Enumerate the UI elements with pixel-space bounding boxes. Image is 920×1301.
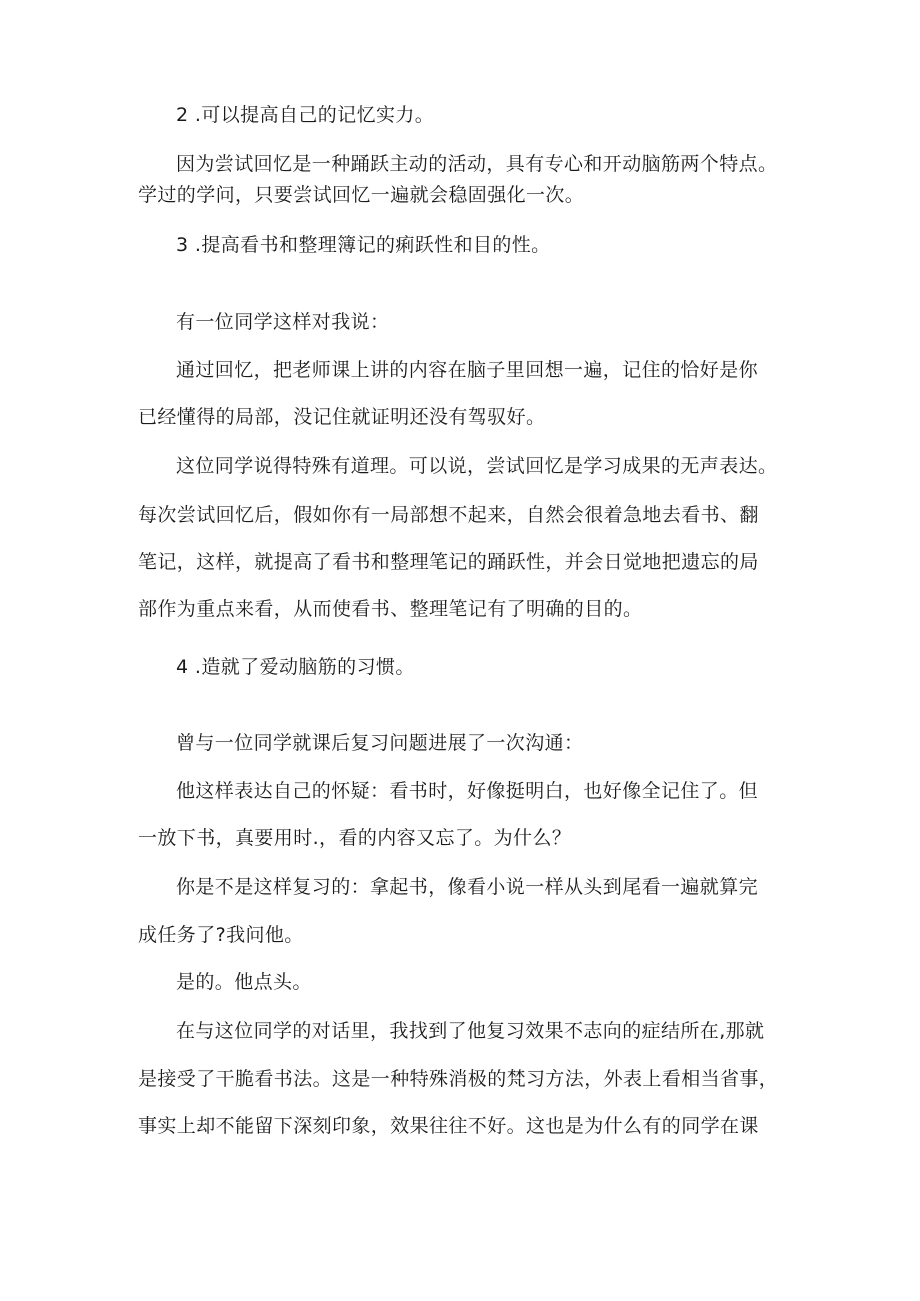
heading-4: 4 .造就了爱动脑筋的习惯。	[176, 656, 415, 678]
paragraph-line: 曾与一位同学就课后复习问题进展了一次沟通：	[176, 732, 584, 754]
paragraph-line: 成任务了?我问他。	[138, 924, 304, 946]
heading-2: 2 .可以提高自己的记忆实力。	[176, 104, 435, 126]
paragraph-line: 笔记，这样，就提高了看书和整理笔记的踊跃性，并会日觉地把遗忘的局	[138, 551, 759, 573]
paragraph-line: 是的。他点头。	[176, 971, 312, 993]
paragraph-line: 部作为重点来看，从而使看书、整理笔记有了明确的目的。	[138, 598, 643, 620]
paragraph-line: 事实上却不能留下深刻印象，效果往往不好。这也是为什么有的同学在课	[138, 1115, 759, 1137]
paragraph-line: 已经懂得的局部，没记住就证明还没有驾驭好。	[138, 406, 546, 428]
paragraph-line: 一放下书，真要用时.，看的内容又忘了。为什么？	[138, 827, 572, 849]
paragraph-line: 因为尝试回忆是一种踊跃主动的活动，具有专心和开动脑筋两个特点。	[176, 153, 778, 175]
paragraph-line: 学过的学问，只要尝试回忆一遍就会稳固强化一次。	[138, 184, 585, 206]
paragraph-line: 每次尝试回忆后，假如你有一局部想不起来，自然会很着急地去看书、翻	[138, 504, 759, 526]
paragraph-line: 这位同学说得特殊有道理。可以说，尝试回忆是学习成果的无声表达。	[176, 455, 778, 477]
heading-3: 3 .提高看书和整理簿记的痢跃性和目的性。	[176, 234, 551, 256]
paragraph-line: 有一位同学这样对我说：	[176, 311, 390, 333]
paragraph-line: 是接受了干脆看书法。这是一种特殊消极的梵习方法，外表上看相当省事，	[138, 1068, 779, 1090]
paragraph-line: 你是不是这样复习的：拿起书，像看小说一样从头到尾看一遍就算完	[176, 876, 759, 898]
paragraph-line: 通过回忆，把老师课上讲的内容在脑子里回想一遍，记住的恰好是你	[176, 359, 759, 381]
paragraph-line: 在与这位同学的对话里，我找到了他复习效果不志向的症结所在,那就	[176, 1020, 765, 1042]
paragraph-line: 他这样表达自己的怀疑：看书时，好像挺明白，也好像全记住了。但	[176, 780, 759, 802]
